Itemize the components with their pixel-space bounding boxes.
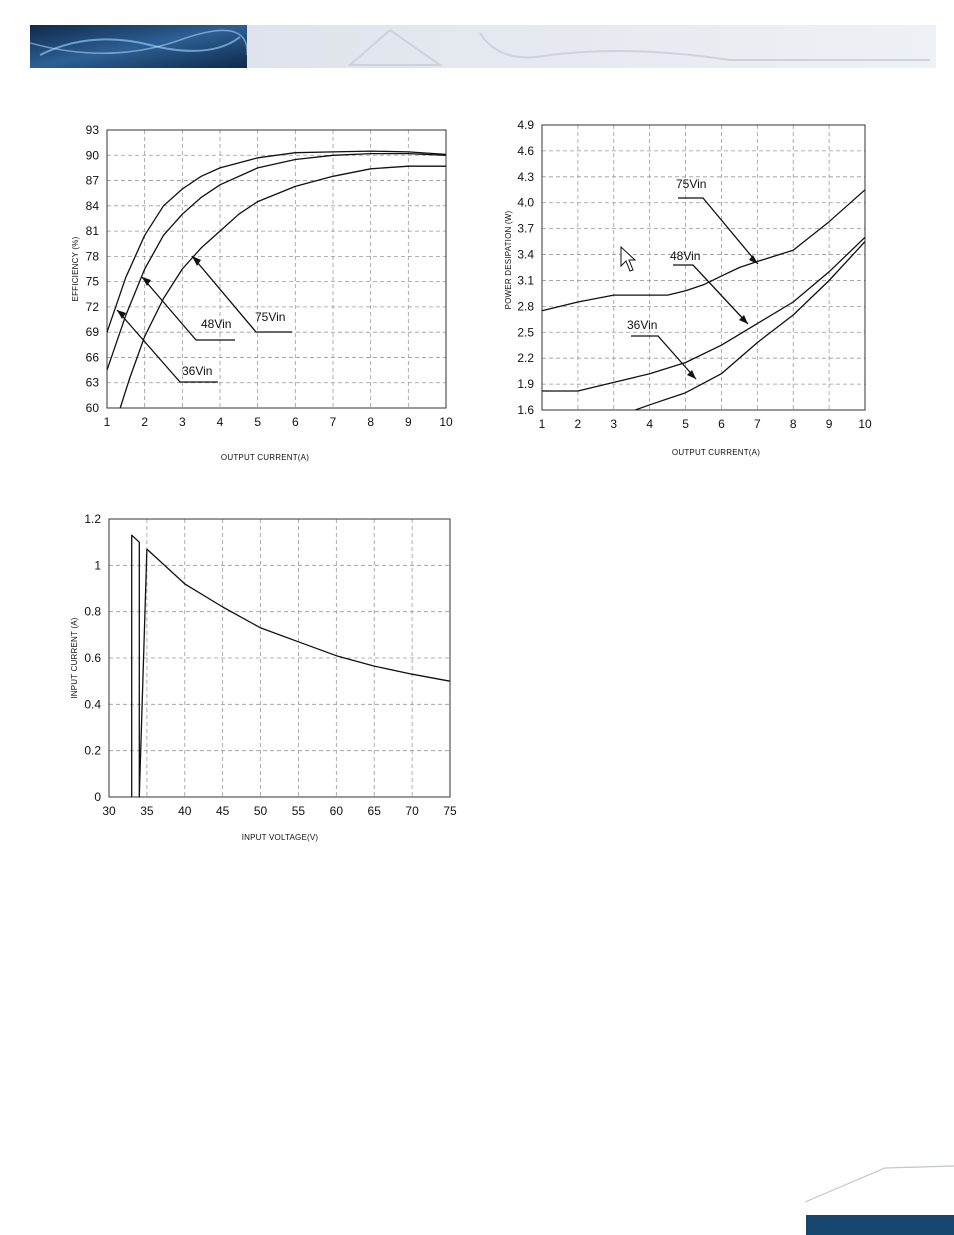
series-line-36vin bbox=[107, 151, 446, 332]
y-tick-label: 0.2 bbox=[84, 743, 101, 758]
series-line-36vin bbox=[635, 242, 865, 410]
y-tick-label: 60 bbox=[85, 401, 99, 415]
input-current-chart bbox=[60, 505, 470, 855]
y-tick-label: 3.7 bbox=[517, 221, 534, 236]
x-tick-label: 65 bbox=[367, 804, 381, 818]
y-axis-title: INPUT CURRENT (A) bbox=[70, 617, 79, 699]
x-tick-label: 70 bbox=[405, 804, 419, 818]
header-banner bbox=[30, 25, 936, 68]
x-tick-label: 60 bbox=[329, 804, 344, 818]
y-tick-label: 1 bbox=[94, 558, 101, 573]
x-tick-label: 45 bbox=[215, 804, 230, 818]
x-tick-label: 3 bbox=[610, 417, 618, 431]
annotation-arrowhead-36vin bbox=[687, 370, 696, 379]
annotation-36vin: 36Vin bbox=[182, 364, 213, 378]
x-tick-label: 55 bbox=[291, 804, 306, 818]
y-tick-label: 1.6 bbox=[517, 403, 534, 417]
x-tick-label: 2 bbox=[141, 415, 149, 429]
x-tick-label: 1 bbox=[103, 415, 111, 429]
annotation-36vin: 36Vin bbox=[627, 318, 658, 332]
x-tick-label: 50 bbox=[253, 804, 268, 818]
y-tick-label: 2.5 bbox=[517, 325, 534, 340]
footer-decoration bbox=[800, 1160, 954, 1235]
x-tick-label: 6 bbox=[718, 417, 725, 431]
y-tick-label: 4.3 bbox=[517, 169, 534, 184]
y-tick-label: 63 bbox=[85, 375, 99, 390]
y-tick-label: 3.1 bbox=[517, 273, 534, 288]
efficiency-chart bbox=[60, 110, 470, 470]
annotation-48vin: 48Vin bbox=[201, 317, 232, 331]
y-tick-label: 4.6 bbox=[517, 143, 534, 158]
x-tick-label: 8 bbox=[367, 415, 375, 429]
y-tick-label: 1.2 bbox=[84, 512, 101, 526]
y-tick-label: 0 bbox=[94, 790, 101, 804]
x-tick-label: 35 bbox=[140, 804, 154, 818]
y-tick-label: 0.4 bbox=[84, 697, 101, 712]
y-axis-title: EFFICIENCY (%) bbox=[71, 236, 80, 302]
x-tick-label: 30 bbox=[102, 804, 116, 818]
y-tick-label: 78 bbox=[85, 249, 99, 264]
series-line-75vin bbox=[120, 166, 446, 408]
x-axis-title: OUTPUT CURRENT(A) bbox=[220, 453, 310, 462]
x-tick-label: 8 bbox=[789, 417, 797, 431]
x-tick-label: 9 bbox=[825, 417, 833, 431]
series-line-48vin bbox=[542, 237, 865, 391]
x-tick-label: 4 bbox=[216, 415, 224, 429]
y-tick-label: 84 bbox=[85, 198, 99, 213]
annotation-leader-36vin bbox=[631, 336, 696, 379]
y-tick-label: 87 bbox=[85, 173, 99, 188]
x-tick-label: 75 bbox=[443, 804, 457, 818]
y-tick-label: 75 bbox=[85, 274, 99, 289]
y-tick-label: 72 bbox=[85, 299, 99, 314]
x-axis-title: OUTPUT CURRENT(A) bbox=[671, 448, 761, 457]
y-tick-label: 66 bbox=[85, 350, 99, 365]
x-tick-label: 3 bbox=[178, 415, 186, 429]
x-axis-title: INPUT VOLTAGE(V) bbox=[241, 833, 319, 842]
y-tick-label: 2.8 bbox=[517, 299, 534, 314]
y-tick-label: 3.4 bbox=[517, 247, 534, 262]
y-tick-label: 93 bbox=[85, 123, 99, 137]
y-tick-label: 90 bbox=[85, 148, 99, 163]
annotation-75vin: 75Vin bbox=[255, 310, 286, 324]
power-dissipation-chart bbox=[488, 110, 888, 470]
x-tick-label: 40 bbox=[178, 804, 192, 818]
y-tick-label: 0.6 bbox=[84, 651, 101, 665]
plot-frame bbox=[542, 125, 865, 410]
x-tick-label: 7 bbox=[329, 415, 337, 429]
x-tick-label: 6 bbox=[291, 415, 299, 429]
y-tick-label: 1.9 bbox=[517, 377, 534, 392]
annotation-48vin: 48Vin bbox=[670, 249, 701, 263]
y-tick-label: 2.2 bbox=[517, 351, 534, 366]
x-tick-label: 5 bbox=[682, 417, 689, 431]
annotation-leader-48vin bbox=[673, 265, 748, 324]
x-tick-label: 9 bbox=[404, 415, 412, 429]
y-tick-label: 4.9 bbox=[517, 118, 534, 132]
mouse-cursor-icon bbox=[621, 247, 635, 271]
x-tick-label: 5 bbox=[254, 415, 262, 429]
x-tick-label: 2 bbox=[574, 417, 582, 431]
x-tick-label: 10 bbox=[439, 415, 453, 429]
x-tick-label: 4 bbox=[646, 417, 654, 431]
series-line-48vin bbox=[107, 154, 446, 371]
x-tick-label: 7 bbox=[753, 417, 761, 431]
y-axis-title: POWER DESIPATION (W) bbox=[504, 210, 513, 310]
x-tick-label: 1 bbox=[538, 417, 546, 431]
y-tick-label: 0.8 bbox=[84, 604, 101, 619]
series-line-curve bbox=[132, 535, 450, 797]
y-tick-label: 69 bbox=[85, 325, 99, 340]
plot-frame bbox=[107, 130, 446, 408]
y-tick-label: 4.0 bbox=[517, 195, 534, 210]
x-tick-label: 10 bbox=[858, 417, 872, 431]
y-tick-label: 81 bbox=[85, 224, 99, 239]
annotation-75vin: 75Vin bbox=[676, 177, 707, 191]
